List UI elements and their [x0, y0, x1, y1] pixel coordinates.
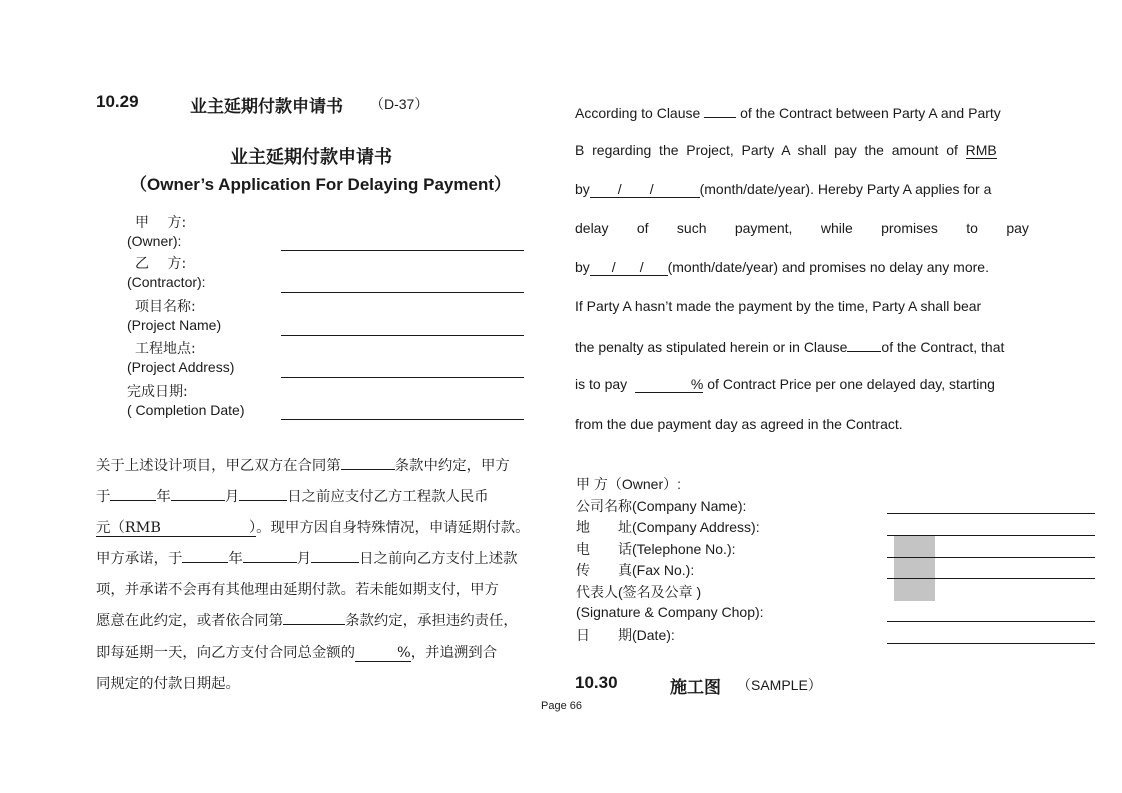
cn-body-line-5: 项，并承诺不会再有其他理由延期付款。若未能如期支付，甲方	[96, 582, 499, 598]
section-number: 10.29	[96, 92, 139, 111]
cn-body-line-3: 元（RMB ）。现甲方因自身特殊情况，申请延期付款。	[96, 520, 530, 536]
cn-body-line-4: 甲方承诺，于 年 月 日之前向乙方支付上述款	[96, 547, 517, 568]
field-project-name-line[interactable]	[281, 335, 524, 336]
en-body-line-1: According to Clause of the Contract between Party A and Party	[575, 105, 1001, 121]
redaction-block	[894, 536, 935, 601]
section-1030-code: （SAMPLE）	[737, 677, 822, 693]
field-contractor-en: (Contractor):	[127, 274, 206, 290]
sig-phone-label: 电 话(Telephone No.):	[576, 541, 736, 557]
field-owner-line[interactable]	[281, 250, 524, 251]
sig-date-label: 日 期(Date):	[576, 627, 675, 643]
en-body-line-9: from the due payment day as agreed in the Contract.	[575, 416, 903, 432]
cn-body-line-7: 即每延期一天，向乙方支付合同总金额的 %，并追溯到合	[96, 645, 498, 661]
form-title-en: （Owner’s Application For Delaying Payment）	[130, 175, 511, 194]
cn-body-line-2: 于 年 月 日之前应支付乙方工程款人民币	[96, 485, 489, 506]
section-1030-title: 施工图	[670, 678, 721, 698]
field-owner-cn: 甲 方:	[135, 215, 187, 231]
sig-chop-line[interactable]	[887, 621, 1095, 622]
cn-body-line-6: 愿意在此约定，或者依合同第 条款约定，承担违约责任，	[96, 609, 518, 630]
section-title: 业主延期付款申请书	[190, 97, 343, 117]
en-body-line-7: the penalty as stipulated herein or in Clause of the Contract, that	[575, 339, 1005, 355]
field-owner-en: (Owner):	[127, 233, 182, 249]
sig-company-name-label: 公司名称(Company Name):	[576, 498, 747, 514]
sig-company-name-line[interactable]	[887, 513, 1095, 514]
field-project-address-line[interactable]	[281, 377, 524, 378]
en-body-line-8: is to pay % of Contract Price per one delayed day, starting	[575, 376, 995, 392]
field-project-address-cn: 工程地点:	[135, 341, 196, 357]
sig-owner-label: 甲 方（Owner）:	[576, 476, 682, 492]
page-number: Page 66	[541, 700, 582, 712]
sig-rep-label: 代表人(签名及公章 )	[576, 584, 702, 600]
field-contractor-line[interactable]	[281, 292, 524, 293]
cn-body-line-8: 同规定的付款日期起。	[96, 676, 240, 692]
field-contractor-cn: 乙 方:	[135, 256, 187, 272]
section-1030-number: 10.30	[575, 673, 618, 692]
section-code: （D-37）	[370, 96, 429, 112]
sig-date-line[interactable]	[887, 643, 1095, 644]
field-completion-date-cn: 完成日期:	[127, 384, 188, 400]
sig-chop-label: (Signature & Company Chop):	[576, 604, 764, 620]
en-body-line-2: B regarding the Project, Party A shall pay the amount of RMB	[575, 142, 997, 158]
form-title-cn: 业主延期付款申请书	[230, 147, 392, 168]
sig-fax-label: 传 真(Fax No.):	[576, 562, 695, 578]
sig-phone-line[interactable]	[887, 557, 1095, 558]
en-body-line-4: delay of such payment, while promises to pay	[575, 220, 1029, 236]
field-completion-date-en: ( Completion Date)	[127, 402, 245, 418]
field-project-address-en: (Project Address)	[127, 359, 235, 375]
en-body-line-5: by / / (month/date/year) and promises no delay any more.	[575, 259, 989, 275]
sig-fax-line[interactable]	[887, 578, 1095, 579]
field-project-name-en: (Project Name)	[127, 317, 222, 333]
field-project-name-cn: 项目名称:	[135, 299, 196, 315]
sig-address-label: 地 址(Company Address):	[576, 519, 760, 535]
cn-body-line-1: 关于上述设计项目，甲乙双方在合同第 条款中约定，甲方	[96, 454, 510, 475]
en-body-line-3: by / / (month/date/year). Hereby Party A applies for a	[575, 181, 992, 197]
en-body-line-6: If Party A hasn’t made the payment by the time, Party A shall bear	[575, 298, 982, 314]
field-completion-date-line[interactable]	[281, 419, 524, 420]
